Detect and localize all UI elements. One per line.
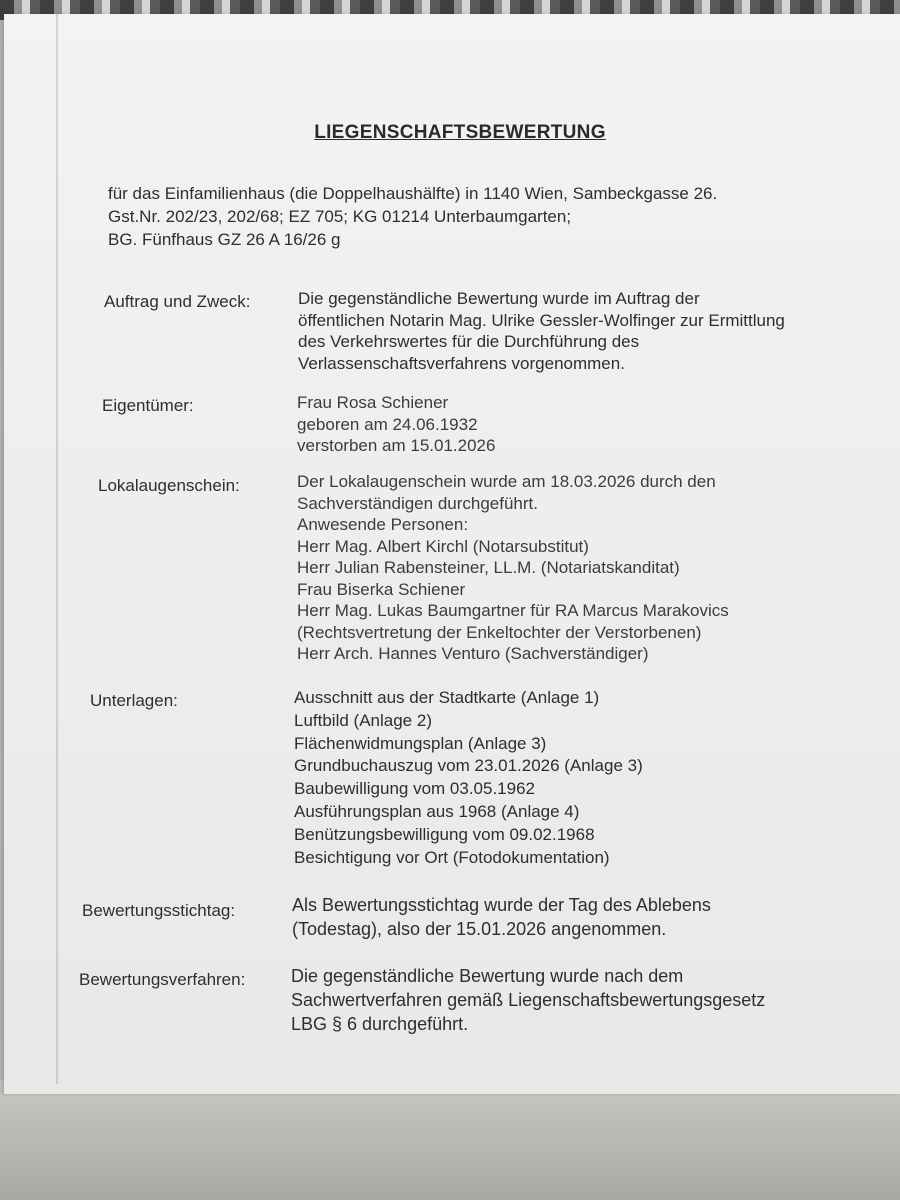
- label-eigentuemer: Eigentümer:: [102, 396, 194, 415]
- label-auftrag: Auftrag und Zweck:: [104, 292, 251, 311]
- content-line: Grundbuchauszug vom 23.01.2026 (Anlage 3): [294, 756, 643, 776]
- content-line: Sachverständigen durchgeführt.: [297, 493, 538, 513]
- content-line: Herr Julian Rabensteiner, LL.M. (Notariatskanditat): [297, 558, 680, 577]
- label-bewertungsverfahren: Bewertungsverfahren:: [79, 970, 246, 989]
- content-line: Als Bewertungsstichtag wurde der Tag des Ablebens: [292, 895, 711, 915]
- content-line: Ausschnitt aus der Stadtkarte (Anlage 1): [294, 688, 600, 707]
- content-line: Ausführungsplan aus 1968 (Anlage 4): [294, 801, 580, 821]
- content-line: Verlassenschaftsverfahrens vorgenommen.: [298, 353, 625, 373]
- intro-line-parcel: Gst.Nr. 202/23, 202/68; EZ 705; KG 01214 Unterbaumgarten;: [108, 207, 572, 226]
- content-line: Der Lokalaugenschein wurde am 18.03.2026 durch den: [297, 472, 716, 491]
- document-title: LIEGENSCHAFTSBEWERTUNG: [314, 122, 606, 143]
- content-line: geboren am 24.06.1932: [297, 414, 478, 434]
- content-line: Luftbild (Anlage 2): [294, 710, 432, 730]
- content-line: verstorben am 15.01.2026: [297, 436, 496, 455]
- content-line: Herr Arch. Hannes Venturo (Sachverständiger): [297, 644, 649, 663]
- table-surface: [0, 1080, 900, 1200]
- content-unterlagen: [294, 687, 643, 869]
- content-lokalaugenschein: [297, 471, 729, 665]
- content-line: LBG § 6 durchgeführt.: [291, 1014, 469, 1034]
- content-line: Die gegenständliche Bewertung wurde nach dem: [291, 966, 684, 986]
- content-line: Frau Biserka Schiener: [297, 579, 466, 599]
- content-auftrag: [298, 288, 785, 374]
- content-line: Anwesende Personen:: [297, 515, 469, 534]
- content-line: Sachwertverfahren gemäß Liegenschaftsbewertungsgesetz: [291, 990, 766, 1010]
- content-line: Baubewilligung vom 03.05.1962: [294, 779, 536, 799]
- content-line: Frau Rosa Schiener: [297, 393, 449, 412]
- content-line: (Todestag), also der 15.01.2026 angenommen.: [292, 919, 667, 939]
- intro-line-court: BG. Fünfhaus GZ 26 A 16/26 g: [108, 230, 341, 249]
- intro-line-address: für das Einfamilienhaus (die Doppelhaushälfte) in 1140 Wien, Sambeckgasse 26.: [108, 184, 718, 203]
- content-line: des Verkehrswertes für die Durchführung des: [298, 332, 640, 351]
- label-lokalaugenschein: Lokalaugenschein:: [98, 476, 240, 495]
- content-bewertungsstichtag: [292, 893, 711, 941]
- content-line: (Rechtsvertretung der Enkeltochter der Verstorbenen): [297, 622, 702, 642]
- intro-block: [108, 182, 717, 251]
- content-line: Besichtigung vor Ort (Fotodokumentation): [294, 847, 610, 867]
- label-bewertungsstichtag: Bewertungsstichtag:: [82, 901, 236, 920]
- content-line: Herr Mag. Lukas Baumgartner für RA Marcus Marakovics: [297, 601, 729, 620]
- content-eigentuemer: [297, 392, 495, 457]
- content-line: öffentlichen Notarin Mag. Ulrike Gessler-Wolfinger zur Ermittlung: [298, 310, 785, 330]
- content-line: Flächenwidmungsplan (Anlage 3): [294, 733, 547, 753]
- page-fold-edge: [56, 14, 58, 1084]
- content-bewertungsverfahren: [291, 964, 765, 1036]
- content-line: Herr Mag. Albert Kirchl (Notarsubstitut): [297, 536, 589, 556]
- content-line: Die gegenständliche Bewertung wurde im Auftrag der: [298, 289, 700, 308]
- label-unterlagen: Unterlagen:: [90, 691, 178, 710]
- content-line: Benützungsbewilligung vom 09.02.1968: [294, 824, 595, 844]
